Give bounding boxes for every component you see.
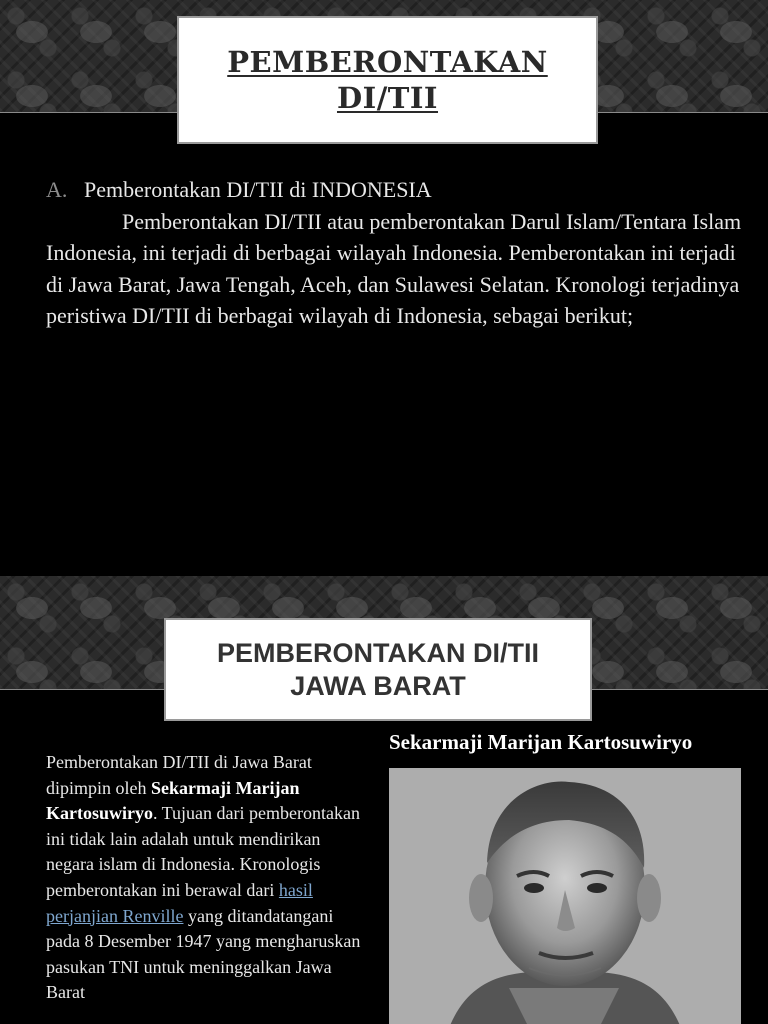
description-part-2: . Tujuan dari pemberontakan ini tidak lain adalah untuk mendirikan negara islam di Indonesia. Kronologis pemberontakan ini berawal dari [46, 803, 360, 900]
slide-title-line-1: PEMBERONTAKAN DI/TII [217, 637, 539, 668]
slide-body [46, 174, 746, 332]
portrait-illustration [389, 768, 741, 1024]
portrait-photo [389, 768, 741, 1024]
photo-caption: Sekarmaji Marijan Kartosuwiryo [389, 730, 693, 754]
section-heading: Pemberontakan DI/TII di INDONESIA [84, 177, 432, 202]
description-part-3: yang ditandatangani pada 8 Desember 1947 yang mengharuskan pasukan TNI untuk meninggalkan Jawa Barat [46, 905, 361, 1003]
slide-title-line-1: PEMBERONTAKAN [227, 45, 548, 79]
title-box [177, 16, 598, 144]
leader-name-bold: Sekarmaji Marijan Kartosuwiryo [46, 777, 300, 824]
renville-agreement-link[interactable]: hasil perjanjian Renville [46, 879, 313, 926]
slide-title-line-2: DI/TII [336, 81, 439, 115]
description-part-1: Pemberontakan DI/TII di Jawa Barat dipimpin oleh [46, 752, 312, 798]
list-marker: A. [46, 177, 68, 202]
slide-2 [0, 576, 768, 1024]
title-box [164, 618, 592, 721]
slide-title-line-2: JAWA BARAT [290, 670, 466, 701]
body-paragraph [46, 206, 746, 332]
paragraph-text: Pemberontakan DI/TII atau pemberontakan Darul Islam/Tentara Islam Indonesia, ini terjadi di berbagai wilayah Indonesia. Pemberontakan ini terjadi di Jawa Barat, Jawa Tengah, Aceh, dan Sulawesi Selatan. Kronologi terjadinya peristiwa DI/TII di berbagai wilayah di Indonesia, sebagai berikut; [46, 208, 742, 328]
description-text [46, 750, 368, 1006]
list-item-heading [46, 174, 746, 206]
